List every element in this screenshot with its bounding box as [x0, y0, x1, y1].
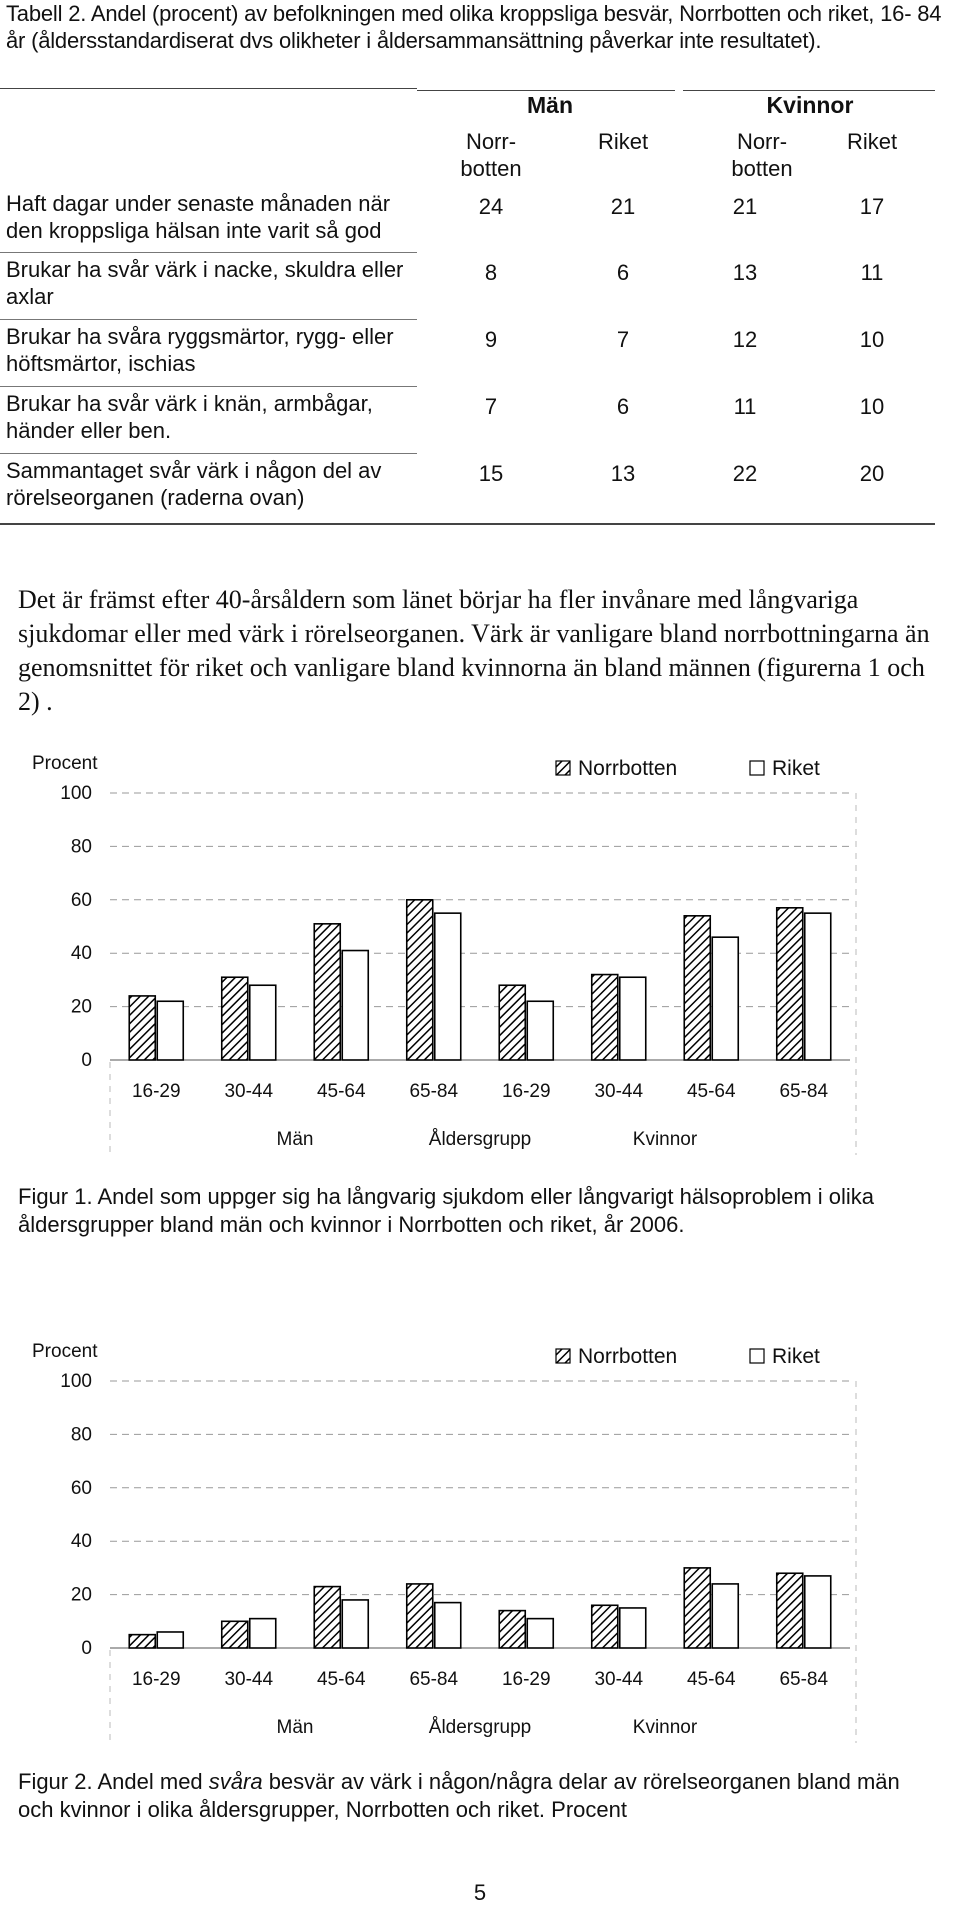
bar-norrbotten	[314, 924, 340, 1060]
figure-2-caption-emphasis: svåra	[208, 1769, 263, 1794]
table-row-label: Haft dagar under senaste månaden när den kroppsliga hälsan inte varit så god	[6, 191, 391, 243]
table-cell: 22	[732, 461, 758, 486]
x-tick-label: 65-84	[779, 1081, 829, 1102]
y-tick-label: 60	[70, 1477, 92, 1499]
legend-label-norrbotten: Norrbotten	[578, 1345, 678, 1368]
table-row-label: Brukar ha svår värk i nacke, skuldra eller axlar	[6, 257, 404, 309]
table-row-label: Brukar ha svår värk i knän, armbågar, händer eller ben.	[6, 391, 373, 443]
x-tick-label: 45-64	[686, 1669, 736, 1690]
group-rule-man	[417, 90, 675, 91]
table-caption: Tabell 2. Andel (procent) av befolkningen med olika kroppsliga besvär, Norrbotten och riket, 16- 84 år (åldersstandardiserat dvs olikheter i åldersammansättning påverkar inte resultatet).	[6, 1, 942, 53]
y-tick-label: 100	[60, 1371, 92, 1392]
table-top-rule	[0, 88, 417, 89]
table-bottom-rule	[0, 523, 935, 525]
bar-norrbotten	[129, 996, 155, 1060]
bar-norrbotten	[129, 1635, 155, 1648]
table-cell: 11	[733, 394, 757, 419]
y-tick-label: 80	[70, 1424, 92, 1446]
y-tick-label: 40	[70, 943, 92, 965]
table-cell: 21	[610, 194, 636, 219]
x-tick-label: 16-29	[131, 1081, 181, 1102]
group-header-man: Män	[527, 92, 573, 118]
legend-swatch-riket	[750, 1349, 764, 1363]
bar-riket	[712, 1584, 738, 1648]
table-row-separator	[0, 453, 417, 454]
y-tick-label: 0	[81, 1638, 92, 1659]
legend-label-riket: Riket	[772, 757, 820, 780]
table-cell: 7	[484, 394, 498, 419]
sub-header-riket-kvinnor: Riket	[846, 129, 898, 154]
bar-norrbotten	[407, 900, 433, 1060]
bar-norrbotten	[314, 1587, 340, 1648]
table-row-separator	[0, 386, 417, 387]
table-cell: 9	[484, 327, 498, 352]
bar-riket	[435, 1603, 461, 1648]
y-tick-label: 0	[81, 1050, 92, 1071]
y-tick-label: 20	[70, 996, 92, 1018]
figure-2-chart	[0, 1333, 960, 1753]
table-row-separator	[0, 252, 417, 253]
bar-riket	[805, 913, 831, 1060]
table-row-separator	[0, 319, 417, 320]
group-label-kvinnor: Kvinnor	[632, 1717, 698, 1738]
sub-header-norrbotten-kvinnor: Norr- botten	[731, 129, 793, 181]
y-tick-label: 20	[70, 1584, 92, 1606]
table-cell: 6	[616, 260, 630, 285]
body-paragraph: Det är främst efter 40-årsåldern som länet börjar ha fler invånare med långvariga sjukdomar eller med värk i rörelseorganen. Värk är vanligare bland norrbottningarna än genomsnittet för riket och vanligare bland kvinnorna än bland männen (figurerna 1 och 2) .	[18, 585, 930, 716]
figure-1-caption: Figur 1. Andel som uppger sig ha långvarig sjukdom eller långvarigt hälsoproblem i olika åldersgrupper bland män och kvinnor i Norrbotten och riket, år 2006.	[18, 1184, 875, 1237]
table-cell: 7	[616, 327, 630, 352]
x-axis-label: Åldersgrupp	[428, 1129, 532, 1150]
bar-riket	[527, 1619, 553, 1648]
bar-norrbotten	[777, 1573, 803, 1648]
group-label-man: Män	[276, 1717, 314, 1738]
bar-riket	[250, 985, 276, 1060]
table-cell: 13	[732, 260, 758, 285]
group-header-kvinnor: Kvinnor	[766, 92, 854, 118]
x-tick-label: 65-84	[779, 1669, 829, 1690]
y-tick-label: 100	[60, 783, 92, 804]
group-rule-kvinnor	[683, 90, 935, 91]
bar-riket	[620, 1608, 646, 1648]
x-tick-label: 16-29	[131, 1669, 181, 1690]
legend-label-riket: Riket	[772, 1345, 820, 1368]
table-cell: 6	[616, 394, 630, 419]
sub-header-norrbotten-man: Norr- botten	[460, 129, 522, 181]
table-cell: 12	[732, 327, 758, 352]
table-cell: 10	[859, 327, 885, 352]
x-tick-label: 65-84	[409, 1081, 459, 1102]
figure-2-caption-post: besvär av värk i någon/några delar av rörelseorganen bland män och kvinnor i olika åldersgrupper, Norrbotten och riket. Procent	[18, 1769, 900, 1822]
table-cell: 13	[610, 461, 636, 486]
table-row-label: Sammantaget svår värk i någon del av rörelseorganen (raderna ovan)	[6, 458, 382, 510]
bar-norrbotten	[777, 908, 803, 1060]
table-cell: 21	[732, 194, 758, 219]
bar-riket	[435, 913, 461, 1060]
legend-swatch-norrbotten	[556, 1349, 570, 1363]
bar-riket	[250, 1619, 276, 1648]
table-cell: 10	[859, 394, 885, 419]
bar-norrbotten	[222, 977, 248, 1060]
bar-riket	[527, 1001, 553, 1060]
legend-label-norrbotten: Norrbotten	[578, 757, 678, 780]
x-tick-label: 30-44	[224, 1081, 274, 1102]
table-cell: 24	[478, 194, 504, 219]
y-tick-label: 60	[70, 889, 92, 911]
y-tick-label: 40	[70, 1531, 92, 1553]
sub-header-riket-man: Riket	[597, 129, 649, 154]
bar-riket	[157, 1632, 183, 1648]
x-tick-label: 45-64	[686, 1081, 736, 1102]
bar-riket	[712, 937, 738, 1060]
table-cell: 11	[860, 260, 884, 285]
bar-norrbotten	[684, 916, 710, 1060]
y-axis-label: Procent	[32, 1341, 98, 1362]
y-tick-label: 80	[70, 836, 92, 858]
x-tick-label: 30-44	[224, 1669, 274, 1690]
table-row-label: Brukar ha svåra ryggsmärtor, rygg- eller höftsmärtor, ischias	[6, 324, 394, 376]
bar-norrbotten	[684, 1568, 710, 1648]
x-tick-label: 30-44	[594, 1669, 644, 1690]
bar-riket	[342, 1600, 368, 1648]
table-cell: 17	[859, 194, 885, 219]
page-number: 5	[473, 1880, 487, 1905]
figure-1-chart	[0, 745, 960, 1165]
x-axis-label: Åldersgrupp	[428, 1717, 532, 1738]
figure-2-caption-pre: Figur 2. Andel med	[18, 1769, 209, 1794]
figure-2-caption	[18, 1768, 938, 1824]
x-tick-label: 16-29	[501, 1081, 551, 1102]
bar-norrbotten	[499, 985, 525, 1060]
x-tick-label: 30-44	[594, 1081, 644, 1102]
x-tick-label: 45-64	[316, 1081, 366, 1102]
bar-riket	[805, 1576, 831, 1648]
bar-riket	[157, 1001, 183, 1060]
group-label-man: Män	[276, 1129, 314, 1150]
bar-norrbotten	[592, 975, 618, 1060]
x-tick-label: 16-29	[501, 1669, 551, 1690]
legend-swatch-riket	[750, 761, 764, 775]
x-tick-label: 45-64	[316, 1669, 366, 1690]
y-axis-label: Procent	[32, 753, 98, 774]
table-cell: 8	[484, 260, 498, 285]
bar-norrbotten	[499, 1611, 525, 1648]
group-label-kvinnor: Kvinnor	[632, 1129, 698, 1150]
legend-swatch-norrbotten	[556, 761, 570, 775]
bar-riket	[342, 951, 368, 1060]
bar-norrbotten	[407, 1584, 433, 1648]
bar-norrbotten	[592, 1605, 618, 1648]
table-cell: 20	[859, 461, 885, 486]
x-tick-label: 65-84	[409, 1669, 459, 1690]
bar-norrbotten	[222, 1621, 248, 1648]
table-cell: 15	[478, 461, 504, 486]
bar-riket	[620, 977, 646, 1060]
